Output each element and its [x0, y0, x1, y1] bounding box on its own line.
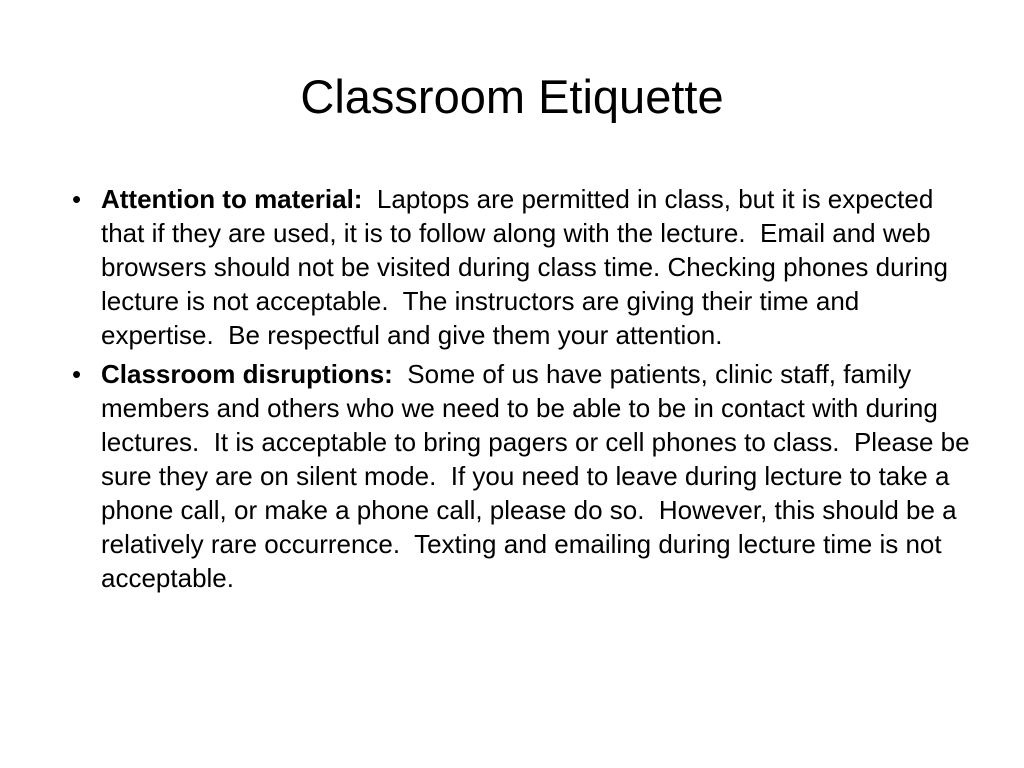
bullet-list	[72, 182, 977, 600]
bullet-icon: •	[72, 184, 82, 214]
bullet-classroom-disruptions	[72, 357, 977, 595]
bullet-heading: Attention to material:	[101, 184, 363, 214]
bullet-heading: Classroom disruptions:	[101, 359, 393, 389]
bullet-icon: •	[72, 359, 82, 389]
bullet-text: Laptops are permitted in class, but it is expected that if they are used, it is to follow along with the lecture. Email and web browsers should not be visited during class time. Checking phones during lecture is not acceptable. The instructors are giving their time and expertise. Be respectful and give them your attention.	[101, 184, 956, 350]
bullet-attention-to-material	[72, 182, 972, 352]
bullet-text: Some of us have patients, clinic staff, family members and others who we need to be able to be in contact with during lectures. It is acceptable to bring pagers or cell phones to class. Please be sure they are on silent mode. If you need to leave during lecture to take a phone call, or make a phone call, please do so. However, this should be a relatively rare occurrence. Texting and emailing during lecture time is not acceptable.	[101, 359, 977, 593]
slide-title: Classroom Etiquette	[300, 70, 724, 123]
